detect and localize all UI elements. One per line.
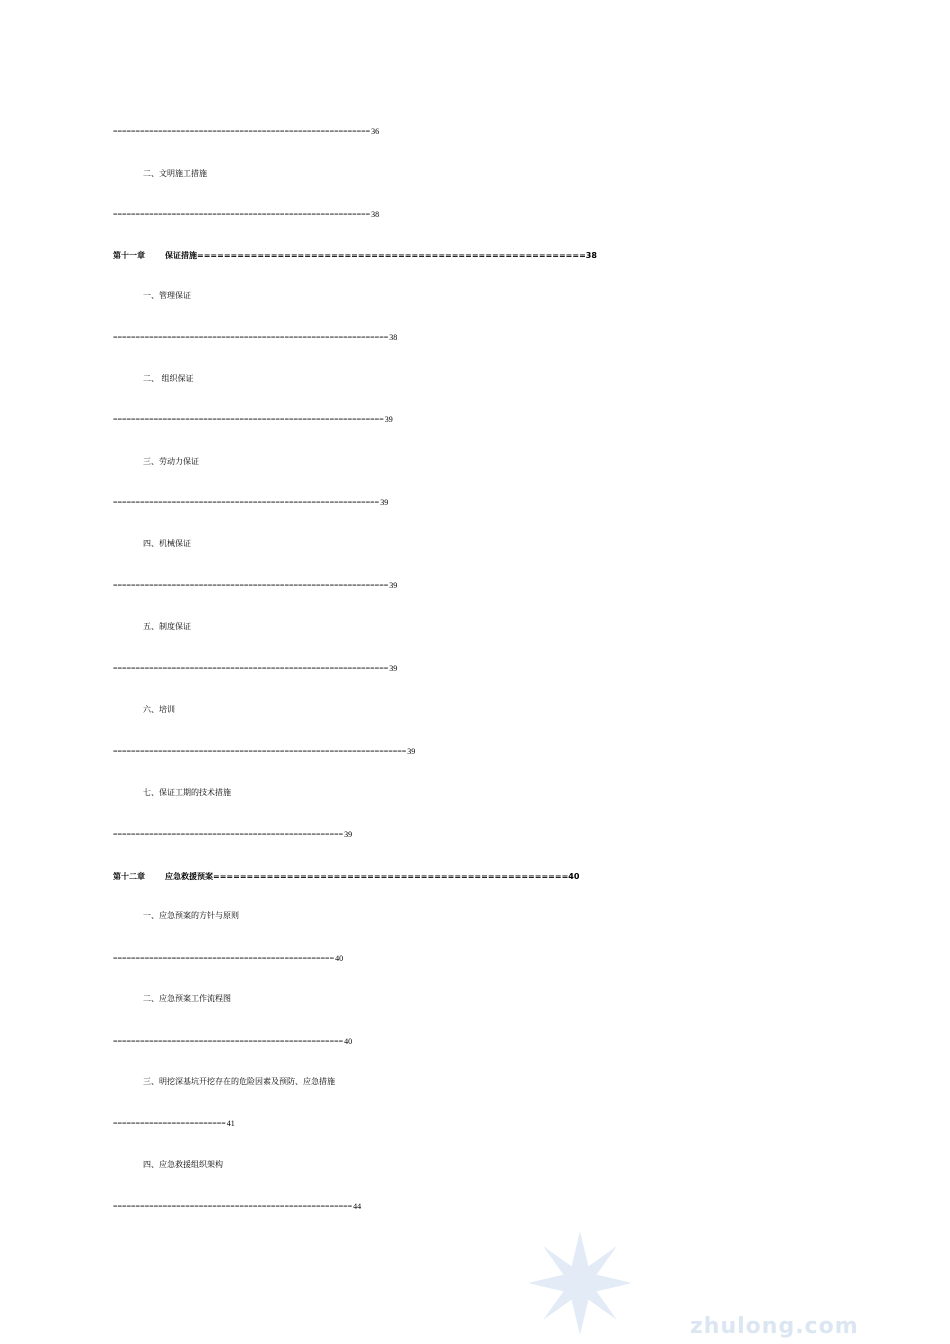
toc-page-number: 39 — [407, 747, 416, 756]
toc-section-title: 五、制度保证 — [143, 622, 191, 631]
toc-chapter-number: 第十二章 — [113, 872, 145, 881]
toc-chapter-number: 第十一章 — [113, 251, 145, 260]
toc-section-title: 二、应急预案工作流程图 — [143, 994, 231, 1003]
toc-leader-dots: ========================================================= — [113, 210, 371, 219]
toc-section-title: 三、劳动力保证 — [143, 457, 199, 466]
toc-leader-dots: ============================================================ — [113, 415, 384, 424]
toc-leader-line — [113, 499, 950, 507]
toc-leader-line — [113, 1120, 950, 1128]
toc-leader-line — [113, 1203, 950, 1211]
toc-leader-dots: ============================================================= — [113, 581, 389, 590]
toc-leader-dots: ========================================================== — [197, 251, 586, 260]
toc-leader-dots: =================================================== — [113, 1037, 344, 1046]
toc-leader-line — [113, 748, 950, 756]
toc-section-title: 七、保证工期的技术措施 — [143, 788, 231, 797]
toc-page-number: 38 — [371, 210, 380, 219]
toc-leader-dots: ===================================================== — [213, 872, 569, 881]
toc-leader-line — [113, 416, 950, 424]
toc-leader-line — [113, 128, 950, 136]
toc-leader-dots: ================================================= — [113, 954, 335, 963]
toc-section-title: 二、文明施工措施 — [143, 169, 207, 178]
toc-page-number: 39 — [384, 415, 393, 424]
toc-page-number: 38 — [585, 251, 597, 260]
toc-page-number: 39 — [389, 664, 398, 673]
toc-section-title: 二、 组织保证 — [143, 374, 194, 383]
toc-chapter-heading — [113, 873, 950, 881]
toc-leader-dots: ========================= — [113, 1119, 226, 1128]
toc-leader-dots: =========================================================== — [113, 498, 380, 507]
toc-leader-dots: ===================================================== — [113, 1202, 353, 1211]
toc-page-number: 39 — [380, 498, 389, 507]
toc-page-number: 44 — [353, 1202, 362, 1211]
toc-page-number: 36 — [371, 127, 380, 136]
toc-leader-dots: =================================================== — [113, 830, 344, 839]
toc-leader-dots: ============================================================= — [113, 333, 389, 342]
toc-page-number: 39 — [389, 581, 398, 590]
toc-page-number: 40 — [335, 954, 344, 963]
toc-leader-line — [113, 334, 950, 342]
toc-chapter-title: 保证措施 — [165, 251, 197, 260]
toc-leader-line — [113, 1038, 950, 1046]
toc-leader-dots: ============================================================= — [113, 664, 389, 673]
toc-page-number: 40 — [344, 1037, 353, 1046]
toc-leader-dots: ========================================================= — [113, 127, 371, 136]
toc-section-title: 一、应急预案的方针与原则 — [143, 911, 239, 920]
toc-page-number: 41 — [226, 1119, 235, 1128]
toc-section-title: 三、明挖深基坑开挖存在的危险因素及预防、应急措施 — [143, 1077, 335, 1086]
toc-chapter-title: 应急救援预案 — [165, 872, 213, 881]
watermark-text: zhulong.com — [690, 1314, 859, 1339]
toc-chapter-heading — [113, 252, 950, 260]
toc-section-title: 四、应急救援组织架构 — [143, 1160, 223, 1169]
toc-section-title: 六、培训 — [143, 705, 175, 714]
toc-section-title: 四、机械保证 — [143, 539, 191, 548]
toc-page-number: 39 — [344, 830, 353, 839]
toc-page-number: 38 — [389, 333, 398, 342]
toc-leader-line — [113, 211, 950, 219]
toc-leader-line — [113, 665, 950, 673]
toc-leader-dots: ================================================================= — [113, 747, 407, 756]
toc-section-title: 一、管理保证 — [143, 291, 191, 300]
toc-page-number: 40 — [568, 872, 580, 881]
toc-leader-line — [113, 582, 950, 590]
toc-leader-line — [113, 831, 950, 839]
toc-leader-line — [113, 955, 950, 963]
